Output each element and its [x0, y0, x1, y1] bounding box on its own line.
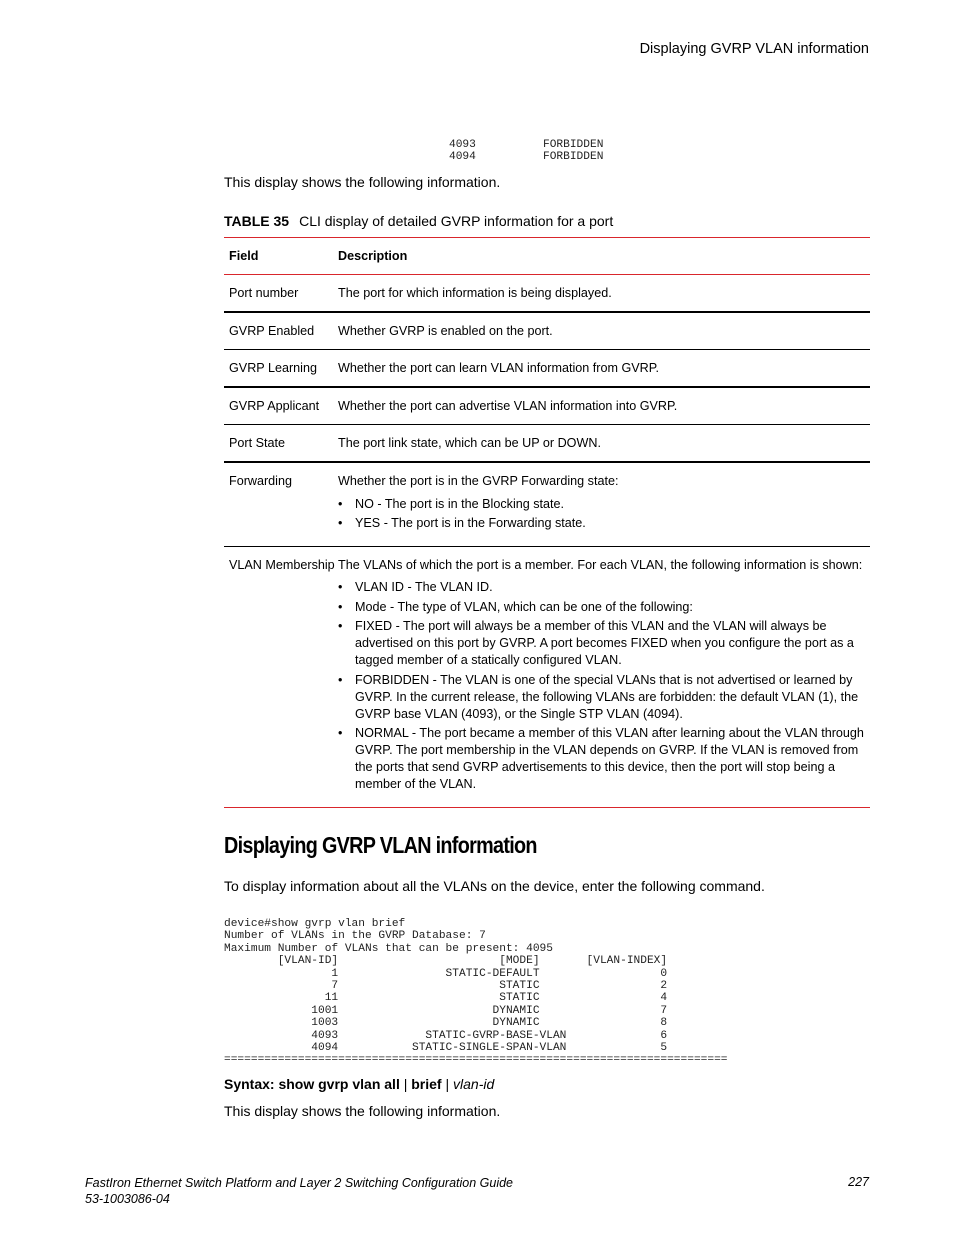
field-cell: GVRP Applicant [229, 398, 320, 413]
syntax-keyword-brief: brief [411, 1076, 442, 1092]
syntax-command: Syntax: show gvrp vlan all [224, 1076, 400, 1092]
column-header-description: Description [338, 249, 408, 263]
syntax-line [224, 1076, 494, 1092]
footer-left [85, 1175, 513, 1207]
table-row [224, 425, 870, 461]
table-row [224, 350, 870, 386]
table-row [224, 275, 870, 311]
display-info-text: This display shows the following information. [224, 1103, 501, 1119]
footer-page-number: 227 [848, 1175, 869, 1189]
footer-doc-title: FastIron Ethernet Switch Platform and Layer 2 Switching Configuration Guide [85, 1176, 513, 1190]
section-heading: Displaying GVRP VLAN information [224, 832, 537, 858]
section-intro: To display information about all the VLANs on the device, enter the following command. [224, 878, 765, 894]
list-item: • Mode - The type of VLAN, which can be one of the following: [338, 599, 866, 616]
field-cell: GVRP Learning [229, 361, 317, 375]
field-cell: VLAN Membership [229, 558, 335, 572]
table-row [224, 313, 870, 349]
table-header-row [224, 238, 870, 274]
description-cell [338, 557, 870, 807]
description-cell: Whether the port can learn VLAN information from GVRP. [338, 361, 660, 375]
cli-output: device#show gvrp vlan brief Number of VLANs in the GVRP Database: 7 Maximum Number of VLANs that can be present: 4095 [VLAN-ID] [MODE] [VLAN-INDEX] 1 STATIC-DEFAULT 0 7 STATIC 2 11 STATIC 4 1001 DYNAMIC 7 1003 DYNAMIC 8 4093 STATIC-GVRP-BASE-VLAN 6 4094 STATIC-SINGLE-SPAN-VLAN 5 =========================================================================== [224, 918, 728, 1067]
bullet-list [338, 579, 866, 793]
syntax-separator: | [399, 1076, 412, 1092]
description-cell [338, 473, 870, 546]
running-header: Displaying GVRP VLAN information [639, 41, 869, 57]
description-cell: Whether GVRP is enabled on the port. [338, 323, 553, 338]
description-text: Whether the port is in the GVRP Forwarding state: [338, 473, 619, 488]
field-cell: GVRP Enabled [229, 323, 315, 338]
table-row [224, 388, 870, 424]
field-cell: Port State [229, 436, 286, 450]
intro-text: This display shows the following information. [224, 174, 501, 190]
field-cell: Forwarding [229, 473, 292, 488]
field-cell: Port number [229, 286, 299, 300]
list-item: • YES - The port is in the Forwarding state. [338, 515, 866, 532]
description-cell: Whether the port can advertise VLAN information into GVRP. [338, 398, 678, 413]
table-row-forwarding [224, 463, 870, 546]
table-caption-text: CLI display of detailed GVRP information for a port [299, 213, 614, 229]
column-header-field: Field [229, 249, 259, 263]
table-row-vlan-membership [224, 547, 870, 807]
syntax-param-vlan-id: vlan-id [453, 1076, 495, 1092]
footer-doc-number: 53-1003086-04 [85, 1192, 170, 1206]
list-item: • NORMAL - The port became a member of this VLAN after learning about the VLAN through GVRP. The port membership in the VLAN depends on GVRP. If the VLAN is removed from the ports that send GVRP advertisements to this device, then the port will stop being a member of the VLAN. [338, 725, 866, 793]
list-item: • FORBIDDEN - The VLAN is one of the special VLANs that is not advertised or learned by GVRP. In the current release, the following VLANs are forbidden: the default VLAN (1), the GVRP base VLAN (4093), or the Single STP VLAN (4094). [338, 672, 866, 723]
table-caption [224, 213, 613, 229]
list-item: • FIXED - The port will always be a member of this VLAN and the VLAN will always be advertised on this port by GVRP. A port becomes FIXED when you configure the port as a tagged member of a statically configured VLAN. [338, 618, 866, 669]
list-item: • NO - The port is in the Blocking state. [338, 496, 866, 513]
bullet-list [338, 496, 866, 533]
gvrp-info-table [224, 237, 870, 808]
table-bottom-rule [224, 807, 870, 808]
code-snippet-top: 4093 FORBIDDEN 4094 FORBIDDEN [449, 139, 604, 164]
table-caption-label: TABLE 35 [224, 213, 290, 229]
syntax-separator: | [441, 1076, 454, 1092]
list-item: • VLAN ID - The VLAN ID. [338, 579, 866, 596]
description-cell: The port link state, which can be UP or DOWN. [338, 436, 601, 450]
description-cell: The port for which information is being displayed. [338, 286, 612, 300]
description-text: The VLANs of which the port is a member. For each VLAN, the following information is shown: [338, 558, 863, 572]
